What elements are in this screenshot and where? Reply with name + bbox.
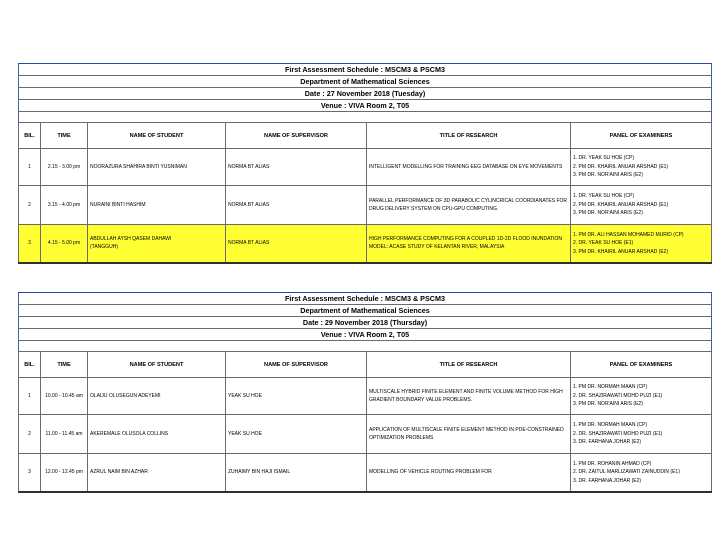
row-time: 10.00 - 10.45 am bbox=[41, 378, 88, 415]
row-time: 12.00 - 12.45 pm bbox=[41, 454, 88, 492]
row-panel: 1. PM DR. ALI HASSAN MOHAMED MURID (CP) 2. DR. YEAK SU HOE (E1) 3. PM DR. KHAIRIL ANUAR ARSHAD (E2) bbox=[571, 225, 712, 263]
row-title: APPLICATION OF MULTISCALE FINITE ELEMENT METHOD IN PDE-CONSTRAINED OPTIMIZATION PROBLEMS bbox=[367, 415, 571, 454]
row-student: ABDULLAH AYSH QASEM DAHAWI (TANGGUH) bbox=[88, 225, 226, 263]
schedule-venue: Venue : VIVA Room 2, T05 bbox=[19, 329, 712, 341]
table-row bbox=[19, 378, 712, 415]
department-name: Department of Mathematical Sciences bbox=[19, 305, 712, 317]
schedule-table-2 bbox=[18, 292, 712, 493]
row-supervisor: YEAK SU HOE bbox=[226, 378, 367, 415]
row-supervisor: YEAK SU HOE bbox=[226, 415, 367, 454]
row-student: AZRUL NAIM BIN AZHAR bbox=[88, 454, 226, 492]
row-bil: 1 bbox=[19, 378, 41, 415]
col-time: TIME bbox=[41, 123, 88, 149]
col-student: NAME OF STUDENT bbox=[88, 123, 226, 149]
column-header-row bbox=[19, 352, 712, 378]
row-panel: 1. DR. YEAK SU HOE (CP) 2. PM DR. KHAIRIL ANUAR ARSHAD (E1) 3. PM DR. NOR'AINI ARIS (E2) bbox=[571, 149, 712, 186]
schedule-date: Date : 27 November 2018 (Tuesday) bbox=[19, 88, 712, 100]
row-student: NOORAZURA SHAHIRA BINTI YUSNIMAN bbox=[88, 149, 226, 186]
col-title: TITLE OF RESEARCH bbox=[367, 352, 571, 378]
row-title: INTELLIGENT MODELLING FOR TRAINING EEG DATABASE ON EYE MOVEMENTS bbox=[367, 149, 571, 186]
row-time: 2.15 - 3.00 pm bbox=[41, 149, 88, 186]
col-supervisor: NAME OF SUPERVISOR bbox=[226, 123, 367, 149]
row-bil: 3 bbox=[19, 454, 41, 492]
row-supervisor: NORMA BT ALIAS bbox=[226, 225, 367, 263]
table-row-highlighted bbox=[19, 225, 712, 263]
row-title: MODELLING OF VEHICLE ROUTING PROBLEM FOR bbox=[367, 454, 571, 492]
col-bil: BIL. bbox=[19, 123, 41, 149]
schedule-date: Date : 29 November 2018 (Thursday) bbox=[19, 317, 712, 329]
row-bil: 2 bbox=[19, 186, 41, 225]
col-time: TIME bbox=[41, 352, 88, 378]
row-bil: 1 bbox=[19, 149, 41, 186]
table-row bbox=[19, 149, 712, 186]
row-panel: 1. PM DR. NORMAH MAAN (CP) 2. DR. SHAZIRAWATI MOHD PUZI (E1) 3. DR. FARHANA JOHAR (E2) bbox=[571, 415, 712, 454]
row-student: NURAINI BINTI HASHIM bbox=[88, 186, 226, 225]
col-panel: PANEL OF EXAMINERS bbox=[571, 123, 712, 149]
schedule-title: First Assessment Schedule : MSCM3 & PSCM3 bbox=[19, 293, 712, 305]
col-supervisor: NAME OF SUPERVISOR bbox=[226, 352, 367, 378]
row-bil: 2 bbox=[19, 415, 41, 454]
row-supervisor: NORMA BT ALIAS bbox=[226, 186, 367, 225]
row-title: MULTISCALE HYBRID FINITE ELEMENT AND FINITE VOLUME METHOD FOR HIGH GRADIENT BOUNDARY VALUE PROBLEMS. bbox=[367, 378, 571, 415]
col-bil: BIL. bbox=[19, 352, 41, 378]
table-row bbox=[19, 415, 712, 454]
table-row bbox=[19, 186, 712, 225]
row-title: HIGH PERFORMANCE COMPUTING FOR A COUPLED 1D-2D FLOOD INUNDATION MODEL: ACASE STUDY OF KELANTAN RIVER, MALAYSIA bbox=[367, 225, 571, 263]
spacer-row bbox=[19, 112, 712, 123]
row-time: 11.00 - 11.45 am bbox=[41, 415, 88, 454]
row-supervisor: NORMA BT ALIAS bbox=[226, 149, 367, 186]
row-bil: 3 bbox=[19, 225, 41, 263]
row-time: 3.15 - 4.00 pm bbox=[41, 186, 88, 225]
row-supervisor: ZUHAIMY BIN HAJI ISMAIL bbox=[226, 454, 367, 492]
row-time: 4.15 - 5.00 pm bbox=[41, 225, 88, 263]
schedule-title: First Assessment Schedule : MSCM3 & PSCM3 bbox=[19, 64, 712, 76]
column-header-row bbox=[19, 123, 712, 149]
col-panel: PANEL OF EXAMINERS bbox=[571, 352, 712, 378]
row-title: PARALLEL PERFORMANCE OF 3D PARABOLIC CYLINCRICAL COORDIANATES FOR DRUG DELIVERY SYSTEM ON CPU-GPU COMPUTING. bbox=[367, 186, 571, 225]
row-panel: 1. DR. YEAK SU HOE (CP) 2. PM DR. KHAIRIL ANUAR ARSHAD (E1) 3. PM DR. NOR'AINI ARIS (E2) bbox=[571, 186, 712, 225]
col-student: NAME OF STUDENT bbox=[88, 352, 226, 378]
row-student: AKEREMALE OLUSOLA COLLINS bbox=[88, 415, 226, 454]
schedule-table-1 bbox=[18, 63, 712, 264]
row-panel: 1. PM DR. NORMAH MAAN (CP) 2. DR. SHAZIRAWATI MOHD PUZI (E1) 3. PM DR. NOR'AINI ARIS (E2) bbox=[571, 378, 712, 415]
table-row bbox=[19, 454, 712, 492]
row-student: OLAIJU OLUSEGUN ADEYEMI bbox=[88, 378, 226, 415]
col-title: TITLE OF RESEARCH bbox=[367, 123, 571, 149]
schedule-venue: Venue : VIVA Room 2, T05 bbox=[19, 100, 712, 112]
spacer-row bbox=[19, 341, 712, 352]
row-panel: 1. PM DR. ROHANIN AHMAD (CP) 2. DR. ZAITUL MARLIZAWATI ZAINUDDIN (E1) 3. DR. FARHANA JOHAR (E2) bbox=[571, 454, 712, 492]
department-name: Department of Mathematical Sciences bbox=[19, 76, 712, 88]
